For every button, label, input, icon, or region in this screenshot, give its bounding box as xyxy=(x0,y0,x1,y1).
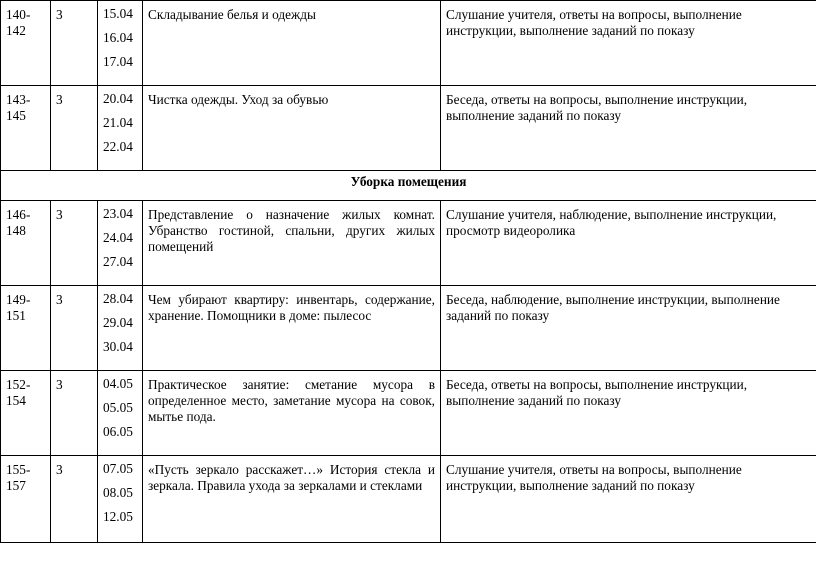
lesson-date: 29.04 xyxy=(103,315,133,330)
lesson-number: 140-142 xyxy=(1,1,51,86)
lesson-number: 146-148 xyxy=(1,201,51,286)
table-row xyxy=(1,201,816,286)
lesson-date: 07.05 xyxy=(103,461,133,476)
lesson-dates xyxy=(98,286,143,371)
table-row xyxy=(1,1,816,86)
hours-count: 3 xyxy=(51,1,98,86)
lesson-number: 143-145 xyxy=(1,86,51,171)
hours-count: 3 xyxy=(51,286,98,371)
lesson-dates xyxy=(98,201,143,286)
lesson-topic: Чем убирают квартиру: инвентарь, содержание, хранение. Помощники в доме: пылесос xyxy=(143,286,441,371)
table-row xyxy=(1,286,816,371)
section-heading: Уборка помещения xyxy=(1,171,816,201)
lesson-date: 20.04 xyxy=(103,91,133,106)
lesson-date: 28.04 xyxy=(103,291,133,306)
lesson-date: 04.05 xyxy=(103,376,133,391)
lesson-activities: Беседа, ответы на вопросы, выполнение инструкции, выполнение заданий по показу xyxy=(441,86,816,171)
lesson-activities: Слушание учителя, ответы на вопросы, выполнение инструкции, выполнение заданий по показу xyxy=(441,456,816,543)
lesson-dates xyxy=(98,86,143,171)
lesson-activities: Беседа, наблюдение, выполнение инструкции, выполнение заданий по показу xyxy=(441,286,816,371)
lesson-topic: Представление о назначение жилых комнат. Убранство гостиной, спальни, других жилых помещений xyxy=(143,201,441,286)
lesson-dates xyxy=(98,456,143,543)
lesson-number: 149-151 xyxy=(1,286,51,371)
lesson-activities: Слушание учителя, наблюдение, выполнение инструкции, просмотр видеоролика xyxy=(441,201,816,286)
hours-count: 3 xyxy=(51,86,98,171)
lesson-date: 22.04 xyxy=(103,139,133,154)
lesson-date: 12.05 xyxy=(103,509,133,524)
lesson-activities: Слушание учителя, ответы на вопросы, выполнение инструкции, выполнение заданий по показу xyxy=(441,1,816,86)
lesson-dates xyxy=(98,371,143,456)
lesson-date: 06.05 xyxy=(103,424,133,439)
lesson-topic: «Пусть зеркало расскажет…» История стекла и зеркала. Правила ухода за зеркалами и стеклами xyxy=(143,456,441,543)
lesson-date: 21.04 xyxy=(103,115,133,130)
lesson-date: 24.04 xyxy=(103,230,133,245)
lesson-number: 152-154 xyxy=(1,371,51,456)
hours-count: 3 xyxy=(51,456,98,543)
hours-count: 3 xyxy=(51,371,98,456)
lesson-dates xyxy=(98,1,143,86)
hours-count: 3 xyxy=(51,201,98,286)
lesson-date: 27.04 xyxy=(103,254,133,269)
lesson-topic: Складывание белья и одежды xyxy=(143,1,441,86)
table-row xyxy=(1,456,816,543)
lesson-date: 05.05 xyxy=(103,400,133,415)
lesson-date: 30.04 xyxy=(103,339,133,354)
lesson-number: 155-157 xyxy=(1,456,51,543)
lesson-topic: Чистка одежды. Уход за обувью xyxy=(143,86,441,171)
table-row xyxy=(1,86,816,171)
lesson-date: 16.04 xyxy=(103,30,133,45)
lesson-date: 15.04 xyxy=(103,6,133,21)
lesson-date: 08.05 xyxy=(103,485,133,500)
lesson-activities: Беседа, ответы на вопросы, выполнение инструкции, выполнение заданий по показу xyxy=(441,371,816,456)
table-row xyxy=(1,371,816,456)
lesson-date: 23.04 xyxy=(103,206,133,221)
section-heading-row xyxy=(1,171,816,201)
lesson-date: 17.04 xyxy=(103,54,133,69)
lesson-topic: Практическое занятие: сметание мусора в определенное место, заметание мусора на совок, мытье пода. xyxy=(143,371,441,456)
